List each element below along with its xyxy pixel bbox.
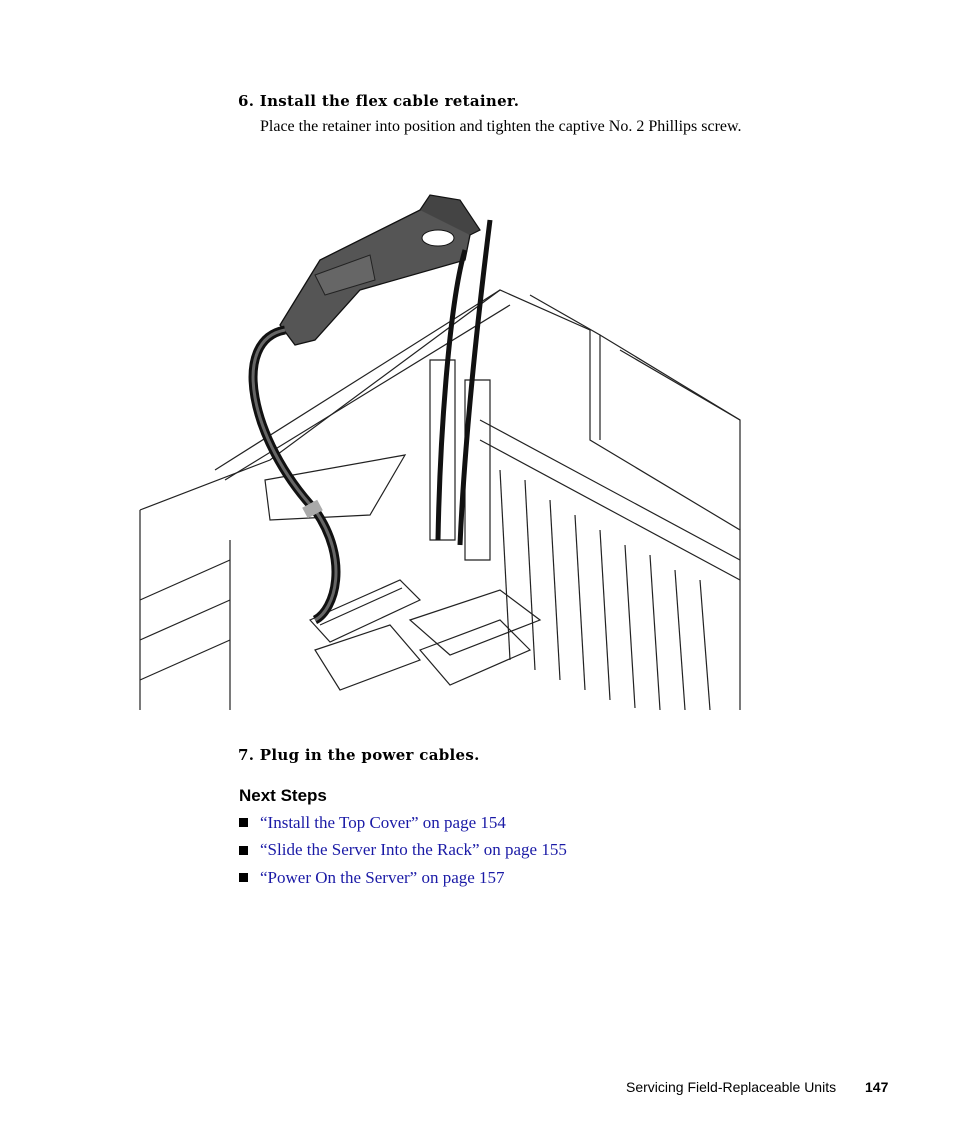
next-steps-heading: Next Steps: [239, 786, 327, 805]
retainer-part: [280, 205, 470, 345]
step-7-title: 7. Plug in the power cables.: [238, 746, 480, 764]
page-number: 147: [865, 1079, 889, 1095]
bullet-icon: [239, 873, 248, 882]
step-6-title: 6. Install the flex cable retainer.: [238, 92, 520, 110]
footer-section-title: Servicing Field-Replaceable Units: [626, 1079, 837, 1095]
power-on-server-link[interactable]: “Power On the Server” on page 157: [260, 867, 505, 887]
slide-server-into-rack-link[interactable]: “Slide the Server Into the Rack” on page 155: [260, 840, 567, 860]
next-steps-list: [239, 809, 567, 892]
install-top-cover-link[interactable]: “Install the Top Cover” on page 154: [260, 812, 506, 832]
list-item: [239, 809, 567, 837]
list-item: [239, 837, 567, 865]
bullet-icon: [239, 846, 248, 855]
step-6-instructions: Place the retainer into position and tighten the captive No. 2 Phillips screw.: [260, 118, 742, 135]
bullet-icon: [239, 818, 248, 827]
flex-cable-retainer-illustration: [120, 180, 760, 720]
list-item: [239, 864, 567, 892]
